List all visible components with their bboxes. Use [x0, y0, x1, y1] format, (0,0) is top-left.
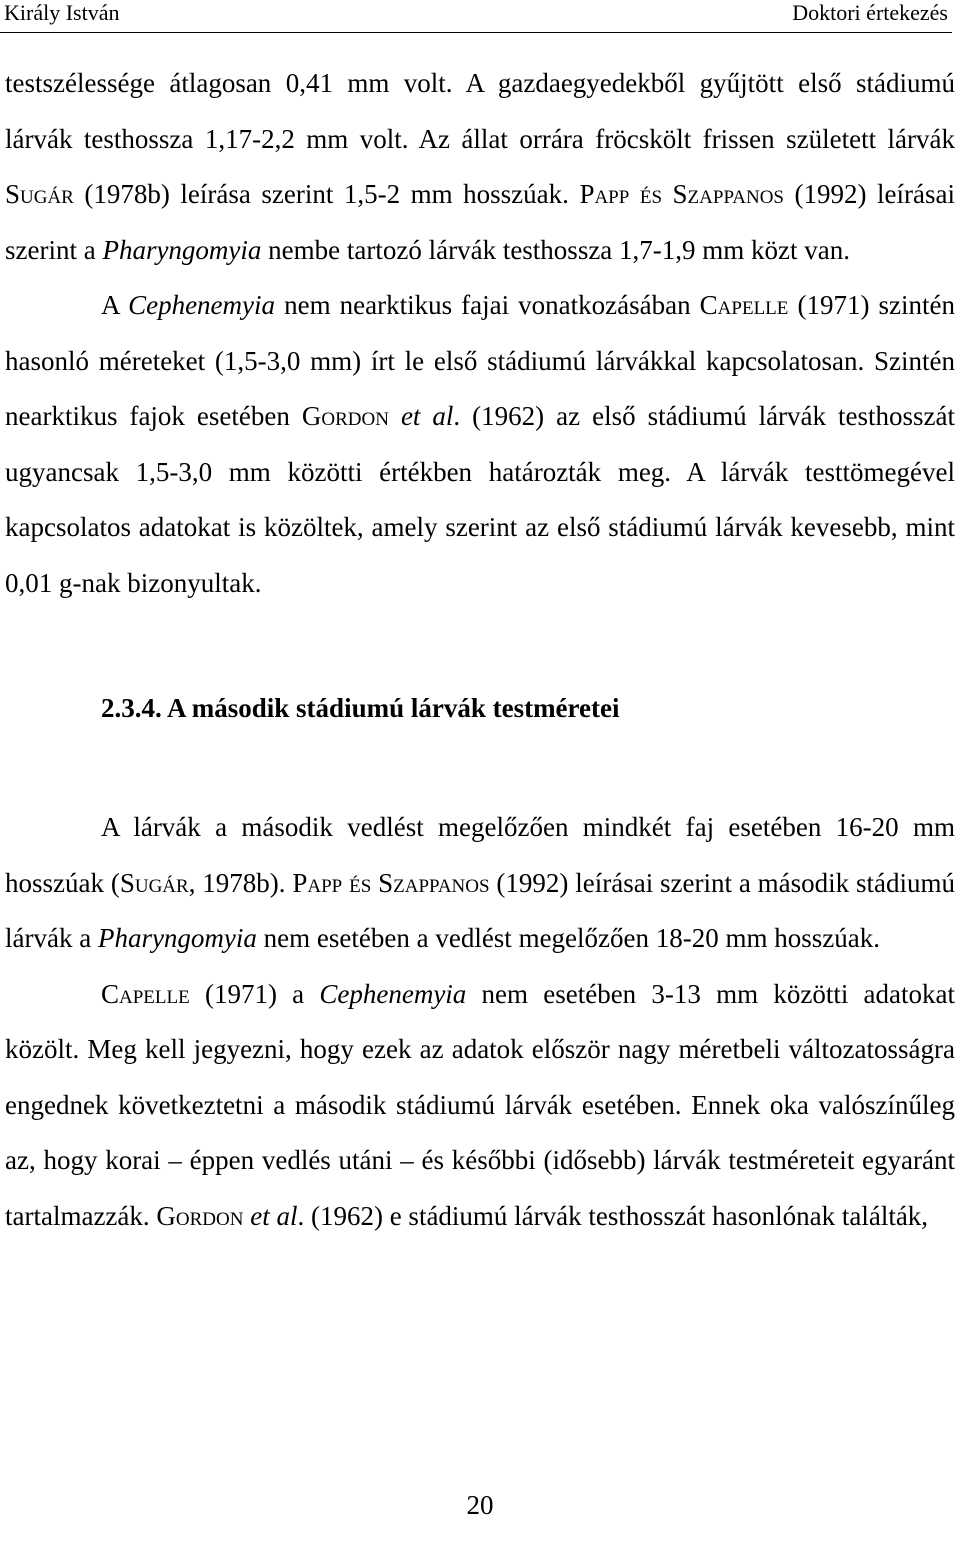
text-run: (1971) szintén hasonló méreteket (1,5-3,0 mm) írt le első stádiumú lárvákkal kapcsolatosan. Szintén nearktikus fajok esetében: [5, 290, 955, 431]
text-run: . (1962) az első stádiumú lárvák testhosszát ugyancsak 1,5-3,0 mm közötti értékben határozták meg. A lárvák testtömegével kapcsolatos adatokat is közöltek, amely szerint az első stádiumú lárvák kevesebb, mint 0,01 g-nak bizonyultak.: [5, 401, 955, 598]
text-run: nem esetében a vedlést megelőzően 18-20 mm hosszúak.: [256, 923, 880, 953]
taxon-name: Cephenemyia: [319, 978, 467, 1009]
text-run: nem nearktikus fajai vonatkozásában: [275, 290, 700, 320]
text-run: nem esetében 3-13 mm közötti adatokat közölt. Meg kell jegyezni, hogy ezek az adatok először nagy méretbeli változatosságra engednek következtetni a második stádiumú lárvák esetében. Ennek oka valószínűleg az, hogy korai – éppen vedlés utáni – és későbbi (idősebb) lárvák testméreteit egyaránt tartalmazzák.: [5, 978, 955, 1231]
taxon-name: Cephenemyia: [128, 290, 276, 320]
text-run: , 1978b).: [188, 867, 293, 898]
text-run: (1992) leírásai szerint a második stádiumú lárvák a: [5, 867, 956, 953]
et-al: et al: [250, 1200, 298, 1231]
author-name: Gordon: [301, 401, 389, 431]
author-name: Gordon: [156, 1200, 244, 1231]
text-run: (1992) leírásai szerint a: [5, 179, 955, 265]
author-name: Sugár: [119, 867, 189, 898]
text-run: nembe tartozó lárvák testhossza 1,7-1,9 mm közt van.: [261, 234, 851, 265]
header-document-type: Doktori értekezés: [792, 0, 948, 25]
author-name: Capelle: [101, 978, 190, 1009]
et-al: et al: [400, 401, 454, 431]
paragraph-second-stage-size: [5, 800, 955, 967]
paragraph-nearctic-species: [5, 278, 955, 611]
paragraph-cephenemyia-variation: [5, 967, 955, 1245]
text-run: testszélessége átlagosan 0,41 mm volt. A gazdaegyedekből gyűjtött első stádiumú lárvák testhossza 1,17-2,2 mm volt. Az állat orrára fröcskölt frissen született lárvák: [5, 68, 955, 154]
text-run: . (1962) e stádiumú lárvák testhosszát hasonlónak találták,: [297, 1200, 929, 1231]
running-header: [0, 0, 952, 33]
page-number: 20: [466, 1490, 494, 1520]
text-run: (1971) a: [189, 978, 320, 1009]
text-run: A lárvák a második vedlést megelőzően mindkét faj esetében 16-20 mm hosszúak (: [5, 812, 955, 898]
page-body: [5, 56, 955, 1244]
author-name: Papp és Szappanos: [579, 179, 784, 209]
taxon-name: Pharyngomyia: [102, 234, 262, 265]
author-name: Sugár: [5, 179, 74, 209]
paragraph-first-stage-size: [5, 56, 955, 278]
taxon-name: Pharyngomyia: [97, 923, 257, 953]
text-run: (1978b) leírása szerint 1,5-2 mm hosszúak.: [73, 179, 580, 209]
text-run: [389, 401, 401, 431]
section-heading: 2.3.4. A második stádiumú lárvák testméretei: [101, 693, 620, 723]
author-name: Capelle: [699, 290, 789, 320]
author-name: Papp és Szappanos: [292, 867, 490, 898]
text-run: A: [101, 290, 129, 320]
header-author: Király István: [4, 0, 120, 25]
